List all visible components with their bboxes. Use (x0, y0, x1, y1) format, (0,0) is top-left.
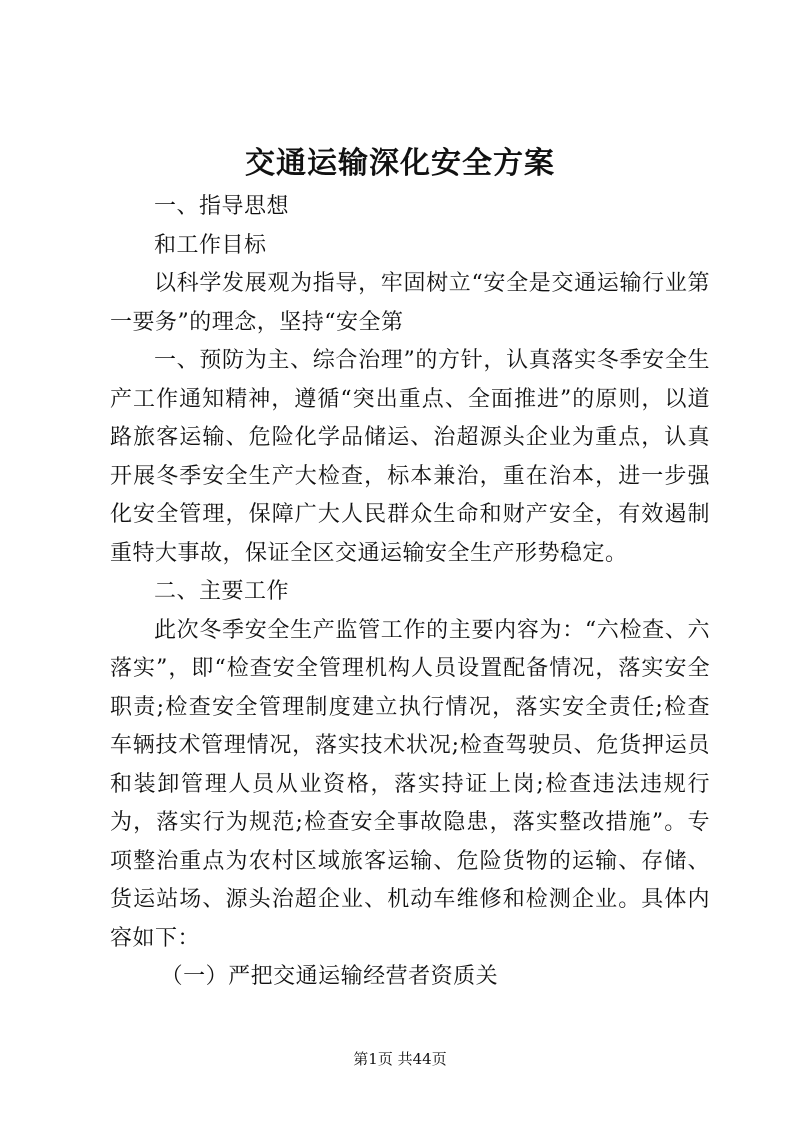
subsection-heading: （一）严把交通运输经营者资质关 (160, 964, 499, 989)
body-paragraph: 此次冬季安全生产监管工作的主要内容为：“六检查、六落实”，即“检查安全管理机构人员设置配备情况，落实安全职责;检查安全管理制度建立执行情况，落实安全责任;检查车辆技术管理情况，落实技术状况;检查驾驶员、危货押运员和装卸管理人员从业资格，落实持证上岗;检查违法违规行为，落实行为规范;检查安全事故隐患，落实整改措施”。专项整治重点为农村区域旅客运输、危险货物的运输、存储、货运站场、源头治超企业、机动车维修和检测企业。具体内容如下： (110, 617, 710, 951)
section-heading-guiding-ideology: 一、指导思想 (154, 194, 290, 219)
body-paragraph: 一、预防为主、综合治理”的方针，认真落实冬季安全生产工作通知精神，遵循“突出重点、全面推进”的原则，以道路旅客运输、危险化学品储运、治超源头企业为重点，认真开展冬季安全生产大检查，标本兼治，重在治本，进一步强化安全管理，保障广大人民群众生命和财产安全，有效遏制重特大事故，保证全区交通运输安全生产形势稳定。 (110, 348, 710, 566)
body-paragraph: 以科学发展观为指导，牢固树立“安全是交通运输行业第一要务”的理念，坚持“安全第 (110, 271, 710, 335)
page-footer: 第1页 共44页 (353, 1050, 447, 1068)
section-heading-continuation: 和工作目标 (154, 232, 267, 258)
document-title: 交通运输深化安全方案 (245, 146, 555, 181)
section-heading-main-work: 二、主要工作 (154, 579, 290, 604)
document-body (110, 188, 710, 997)
